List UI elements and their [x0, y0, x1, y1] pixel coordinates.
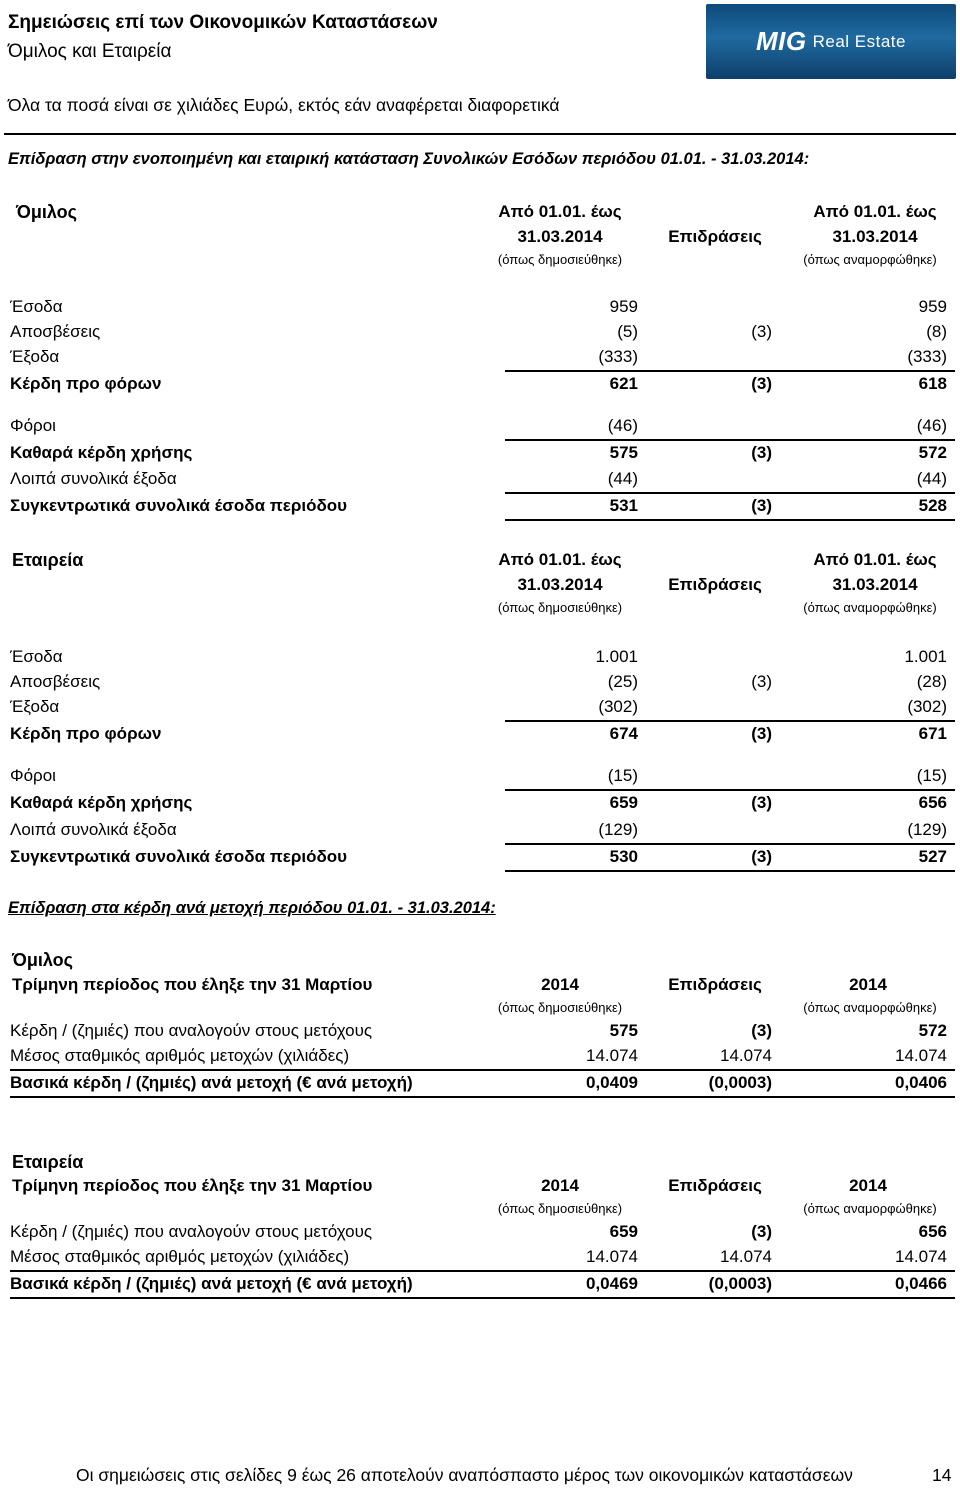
- page-number: 14: [932, 1465, 952, 1485]
- eps-group-period-label: Τρίμηνη περίοδος που έληξε την 31 Μαρτίου: [12, 975, 373, 994]
- footer-note: Οι σημειώσεις στις σελίδες 9 έως 26 αποτελούν αναπόσπαστο μέρος των οικονομικών καταστάσεων: [76, 1465, 853, 1485]
- section2-title: Επίδραση στα κέρδη ανά μετοχή περιόδου 01.01. - 31.03.2014:: [8, 899, 496, 917]
- eps-company-label: Εταιρεία: [12, 1152, 84, 1172]
- page-subtitle: Όμιλος και Εταιρεία: [8, 41, 172, 62]
- company-col3-line1: Από 01.01. έως: [813, 550, 937, 569]
- group-col3-note: (όπως αναμορφώθηκε): [803, 252, 937, 267]
- logo-main-text: MIG: [756, 26, 807, 56]
- table-row: Μέσος σταθμικός αριθμός μετοχών (χιλιάδες) 14.074 14.074 14.074: [10, 1247, 947, 1266]
- table-row: Έξοδα (302) (302): [10, 697, 947, 716]
- company-logo: [706, 4, 956, 79]
- table-row: Φόροι (15) (15): [10, 766, 947, 785]
- section1-title: Επίδραση στην ενοποιημένη και εταιρική κατάσταση Συνολικών Εσόδων περιόδου 01.01. - 31.03.2014:: [8, 150, 810, 168]
- company-col3-note: (όπως αναμορφώθηκε): [803, 600, 937, 615]
- eps-company-col1: 2014: [541, 1176, 579, 1195]
- table-row: Έσοδα 959 959: [10, 297, 947, 316]
- total-rule: [505, 870, 955, 872]
- company-label: Εταιρεία: [12, 550, 84, 570]
- company-col1-line1: Από 01.01. έως: [498, 550, 622, 569]
- table-row-total: Κέρδη προ φόρων 674 (3) 671: [10, 724, 947, 743]
- table-row: Έσοδα 1.001 1.001: [10, 647, 947, 666]
- eps-group-col2: Επιδράσεις: [668, 975, 762, 994]
- group-col1-note: (όπως δημοσιεύθηκε): [497, 252, 623, 267]
- eps-company-col2: Επιδράσεις: [668, 1176, 762, 1195]
- table-row: Αποσβέσεις (5) (3) (8): [10, 322, 947, 341]
- eps-company-period-label: Τρίμηνη περίοδος που έληξε την 31 Μαρτίου: [12, 1176, 373, 1195]
- table-row: Έξοδα (333) (333): [10, 347, 947, 366]
- table-row: Μέσος σταθμικός αριθμός μετοχών (χιλιάδες) 14.074 14.074 14.074: [10, 1046, 947, 1065]
- table-row-total: Συγκεντρωτικά συνολικά έσοδα περιόδου 530 (3) 527: [10, 847, 947, 866]
- table-row-total: Συγκεντρωτικά συνολικά έσοδα περιόδου 531 (3) 528: [10, 496, 947, 515]
- table-row-total: Καθαρά κέρδη χρήσης 659 (3) 656: [10, 793, 947, 812]
- eps-company-col3: 2014: [849, 1176, 887, 1195]
- group-label: Όμιλος: [16, 202, 78, 222]
- eps-group-label: Όμιλος: [12, 950, 74, 970]
- total-rule: [505, 519, 955, 521]
- group-col3-line2: 31.03.2014: [832, 227, 918, 246]
- table-row: Λοιπά συνολικά έξοδα (129) (129): [10, 820, 947, 839]
- group-col1-line2: 31.03.2014: [517, 227, 603, 246]
- company-col1-note: (όπως δημοσιεύθηκε): [497, 600, 623, 615]
- table-row-total: Κέρδη προ φόρων 621 (3) 618: [10, 374, 947, 393]
- table-row: Κέρδη / (ζημιές) που αναλογούν στους μετόχους 659 (3) 656: [10, 1222, 947, 1241]
- header-divider: [4, 133, 956, 135]
- total-rule: [10, 1297, 955, 1299]
- table-row-total: Βασικά κέρδη / (ζημιές) ανά μετοχή (€ ανά μετοχή) 0,0409 (0,0003) 0,0406: [10, 1073, 947, 1092]
- logo-sub-text: Real Estate: [812, 31, 906, 51]
- table-row-total: Βασικά κέρδη / (ζημιές) ανά μετοχή (€ ανά μετοχή) 0,0469 (0,0003) 0,0466: [10, 1274, 947, 1293]
- eps-group-col3: 2014: [849, 975, 887, 994]
- amounts-note: Όλα τα ποσά είναι σε χιλιάδες Ευρώ, εκτός εάν αναφέρεται διαφορετικά: [8, 95, 560, 115]
- eps-company-col1-note: (όπως δημοσιεύθηκε): [497, 1201, 623, 1216]
- total-rule: [10, 1096, 955, 1098]
- eps-company-col3-note: (όπως αναμορφώθηκε): [803, 1201, 937, 1216]
- eps-group-col3-note: (όπως αναμορφώθηκε): [803, 1000, 937, 1015]
- eps-group-col1: 2014: [541, 975, 579, 994]
- group-col3-line1: Από 01.01. έως: [813, 202, 937, 221]
- group-col2-header: Επιδράσεις: [668, 227, 762, 246]
- eps-group-col1-note: (όπως δημοσιεύθηκε): [497, 1000, 623, 1015]
- table-row: Λοιπά συνολικά έξοδα (44) (44): [10, 469, 947, 488]
- company-col3-line2: 31.03.2014: [832, 575, 918, 594]
- table-row: Αποσβέσεις (25) (3) (28): [10, 672, 947, 691]
- company-col1-line2: 31.03.2014: [517, 575, 603, 594]
- company-col2-header: Επιδράσεις: [668, 575, 762, 594]
- table-row-total: Καθαρά κέρδη χρήσης 575 (3) 572: [10, 443, 947, 462]
- page-title: Σημειώσεις επί των Οικονομικών Καταστάσεων: [8, 12, 438, 33]
- table-row: Φόροι (46) (46): [10, 416, 947, 435]
- table-row: Κέρδη / (ζημιές) που αναλογούν στους μετόχους 575 (3) 572: [10, 1021, 947, 1040]
- group-col1-line1: Από 01.01. έως: [498, 202, 622, 221]
